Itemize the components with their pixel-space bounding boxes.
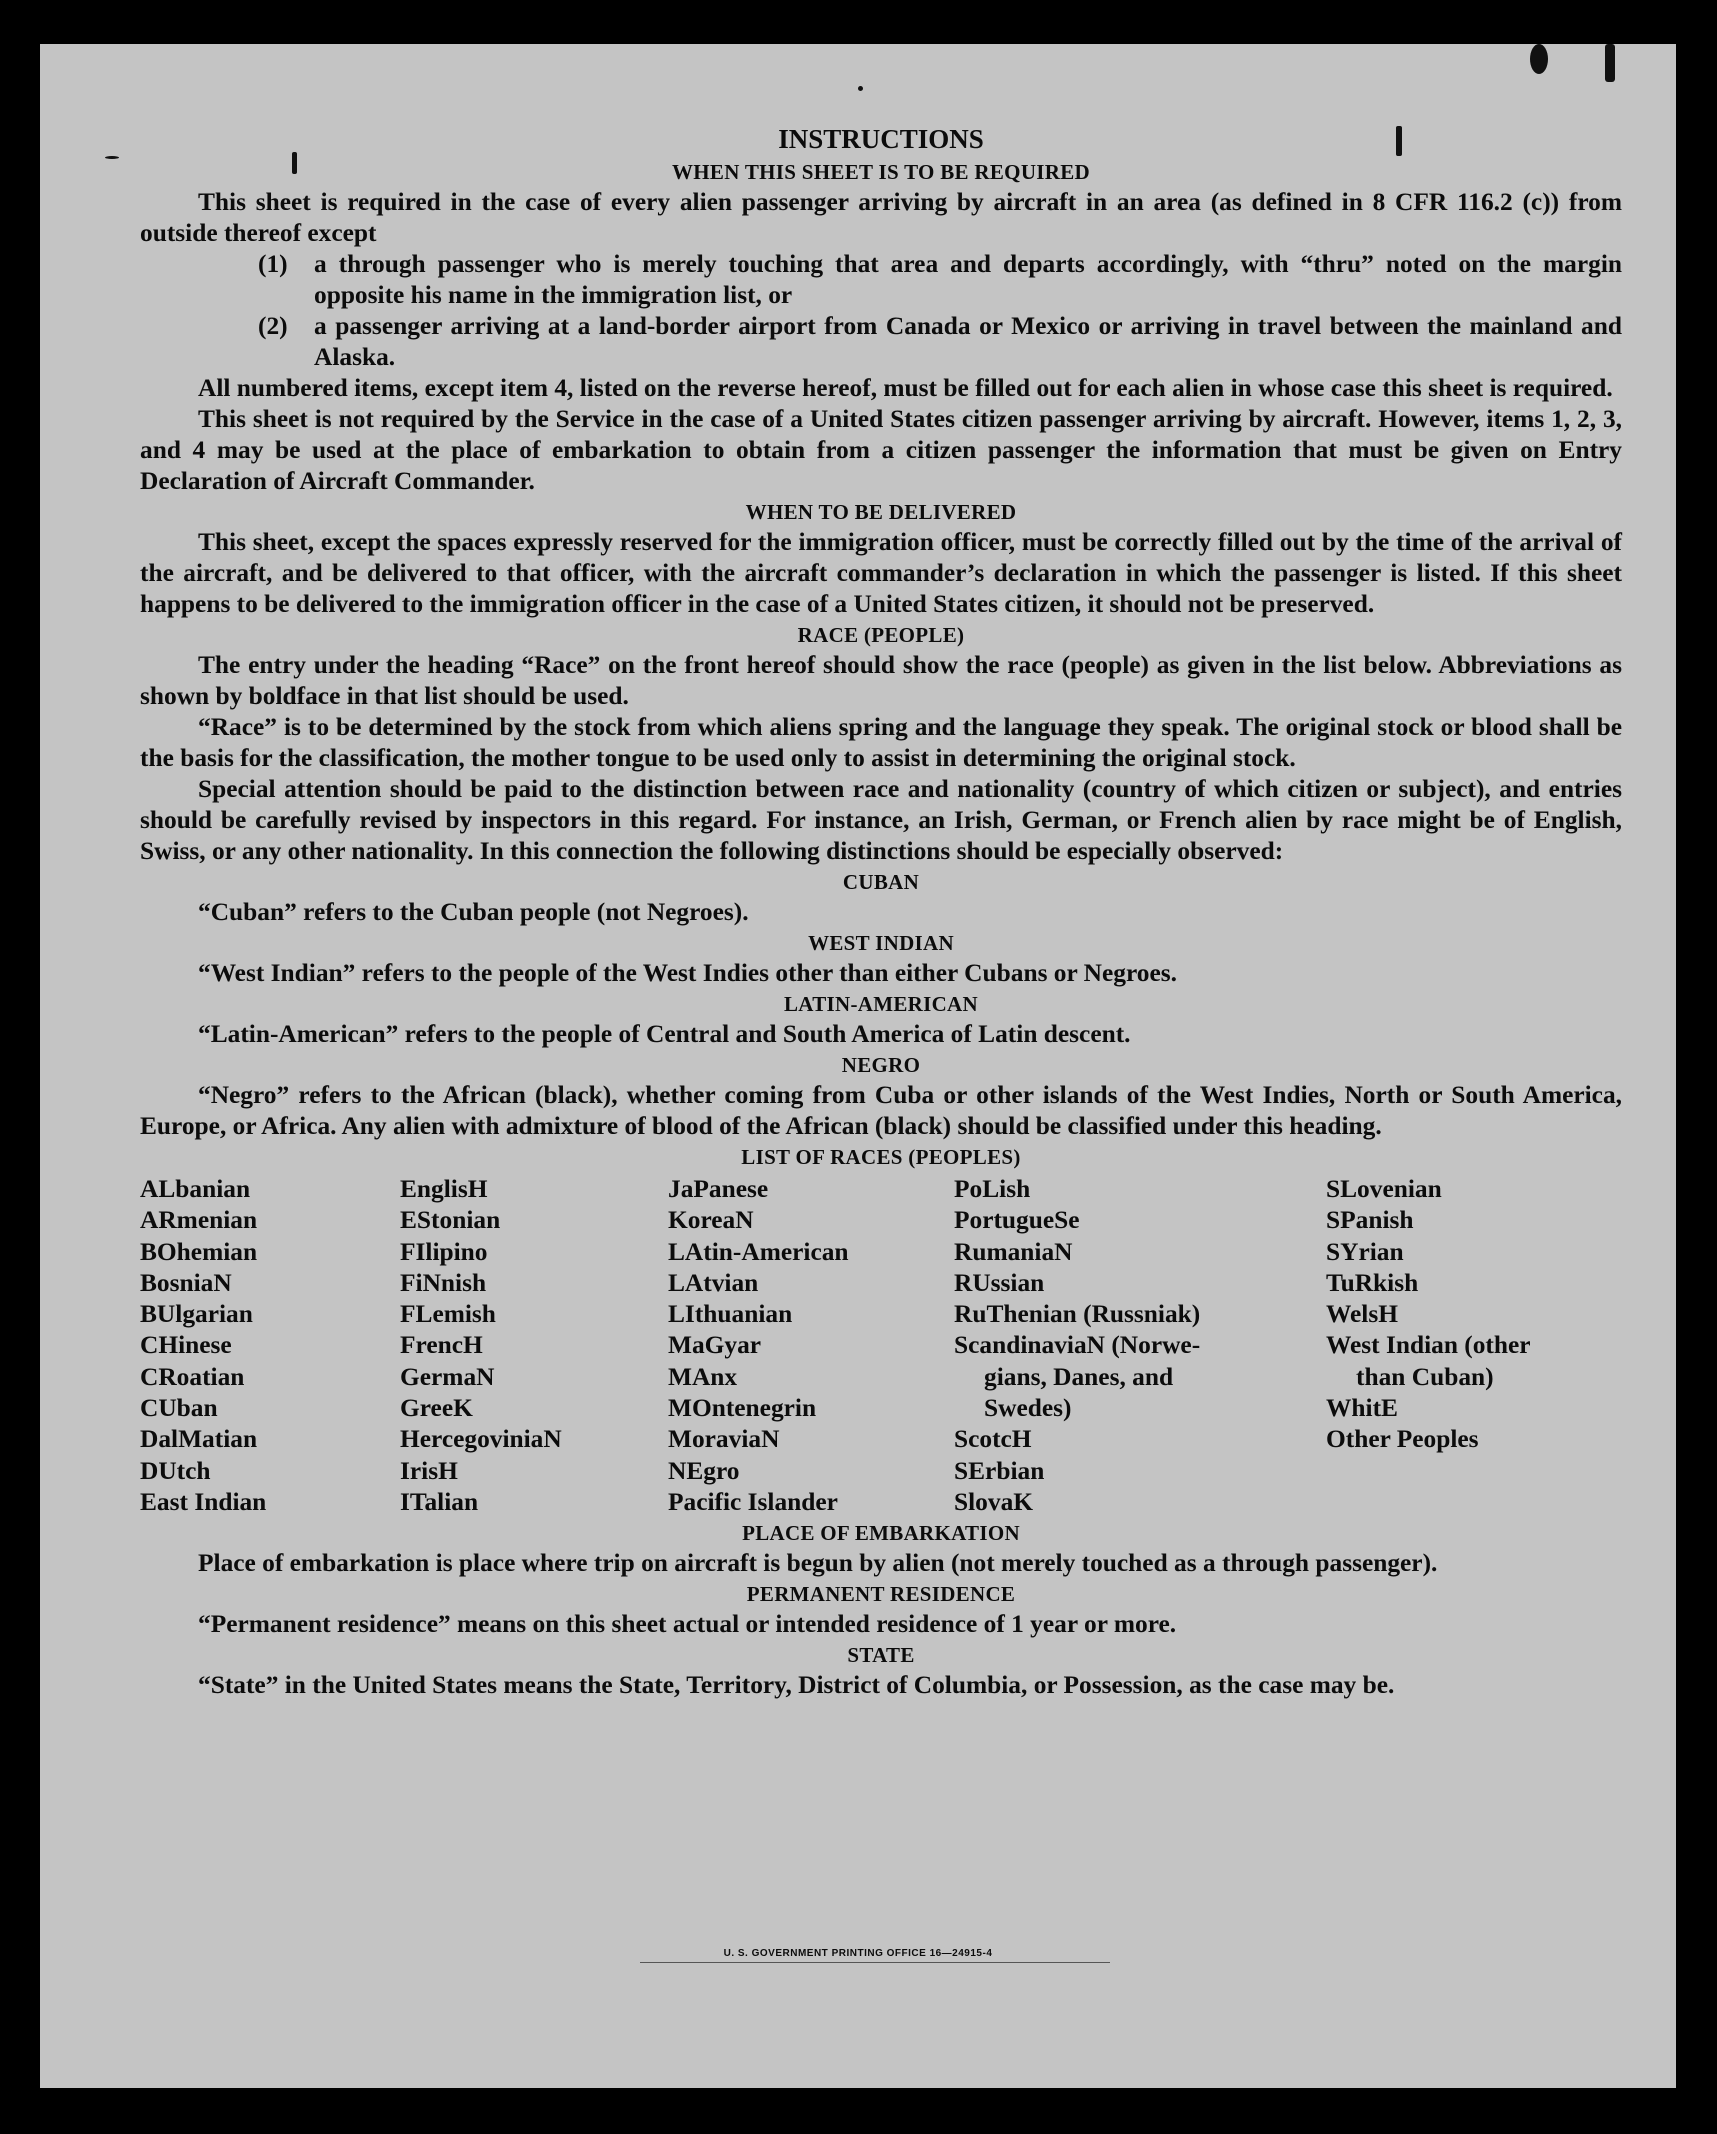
race-entry: LAtin-American	[668, 1237, 849, 1266]
race-entry: FLemish	[400, 1300, 496, 1329]
ink-speck	[105, 156, 119, 159]
races-column-5	[1326, 1174, 1622, 1518]
race-entry: MAnx	[668, 1362, 738, 1391]
definition-latin-american: “Latin-American” refers to the people of Central and South America of Latin descent.	[198, 1020, 1131, 1048]
race-entry: ARmenian	[140, 1206, 258, 1235]
race-entry: IrisH	[400, 1456, 458, 1485]
race-entry: KoreaN	[668, 1206, 754, 1235]
heading-embarkation: PLACE OF EMBARKATION	[742, 1521, 1020, 1546]
race-entry: WelsH	[1326, 1300, 1398, 1329]
heading-cuban: CUBAN	[842, 870, 920, 894]
definition-negro: “Negro” refers to the African (black), whether coming from Cuba or other islands of the West Indies, North or South America, Europe, or Africa. Any alien with admixture of blood of the African (black) should be classified under this heading.	[140, 1081, 1622, 1140]
numbered-item	[258, 311, 1622, 373]
race-entry: ALbanian	[140, 1175, 251, 1203]
item-text: a passenger arriving at a land-border airport from Canada or Mexico or arriving in travel between the mainland and Alaska.	[314, 312, 1622, 371]
race-entry: PortugueSe	[954, 1206, 1080, 1235]
race-entry: MOntenegrin	[668, 1394, 817, 1423]
item-text: a through passenger who is merely touching that area and departs accordingly, with “thru” noted on the margin opposite his name in the immigration list, or	[314, 250, 1622, 309]
footer-rule	[640, 1962, 1110, 1963]
paragraph-citizen: This sheet is not required by the Service in the case of a United States citizen passenger arriving by aircraft. However, items 1, 2, 3, and 4 may be used at the place of embarkation to obtain from a citizen passenger the information that must be given on Entry Declaration of Aircraft Commander.	[140, 405, 1622, 495]
ink-speck	[1605, 44, 1615, 82]
heading-negro: NEGRO	[841, 1053, 921, 1077]
ink-speck	[858, 86, 863, 91]
paragraph-permanent-residence: “Permanent residence” means on this sheet actual or intended residence of 1 year or more.	[198, 1610, 1177, 1639]
race-entry: WhitE	[1326, 1394, 1398, 1423]
definition-west-indian: “West Indian” refers to the people of the West Indies other than either Cubans or Negroes.	[198, 959, 1177, 987]
race-entry: West Indian (other	[1326, 1331, 1531, 1360]
paragraph-race-stock: “Race” is to be determined by the stock from which aliens spring and the language they speak. The original stock or blood shall be the basis for the classification, the mother tongue to be used only to assist in determining the original stock.	[140, 713, 1622, 772]
race-entry: RumaniaN	[954, 1237, 1073, 1266]
instruction-sheet	[40, 44, 1676, 2088]
race-entry: BUlgarian	[140, 1300, 253, 1329]
race-entry: GreeK	[400, 1394, 473, 1423]
page-title: INSTRUCTIONS	[778, 124, 984, 154]
race-entry: gians, Danes, and	[984, 1362, 1174, 1391]
race-entry: EStonian	[400, 1206, 501, 1235]
race-entry: ScandinaviaN (Norwe-	[954, 1331, 1201, 1360]
race-entry: CHinese	[140, 1331, 232, 1360]
race-entry: SPanish	[1326, 1206, 1414, 1235]
heading-race: RACE (PEOPLE)	[797, 623, 965, 647]
race-entry: DUtch	[140, 1456, 211, 1485]
race-entry: EnglisH	[400, 1175, 488, 1203]
race-entry: CUban	[140, 1394, 218, 1423]
paragraph-embarkation: Place of embarkation is place where trip on aircraft is begun by alien (not merely touched as a through passenger).	[198, 1549, 1438, 1578]
heading-state: STATE	[847, 1643, 915, 1668]
instructions-content	[140, 122, 1622, 1701]
race-entry: CRoatian	[140, 1362, 245, 1391]
item-number: (1)	[258, 250, 288, 278]
race-entry: MoraviaN	[668, 1425, 780, 1454]
race-entry: Pacific Islander	[668, 1487, 838, 1516]
heading-permanent-residence: PERMANENT RESIDENCE	[746, 1582, 1016, 1607]
race-entry: Swedes)	[984, 1394, 1072, 1423]
item-number: (2)	[258, 312, 288, 340]
race-entry: PoLish	[954, 1175, 1031, 1203]
heading-latin-american: LATIN-AMERICAN	[784, 992, 978, 1016]
race-entry: ScotcH	[954, 1425, 1032, 1454]
race-entry: Other Peoples	[1326, 1425, 1479, 1454]
races-column-3	[668, 1174, 954, 1518]
printing-office-imprint: U. S. GOVERNMENT PRINTING OFFICE 16—24915-4	[723, 1948, 993, 1959]
race-entry: TuRkish	[1326, 1268, 1419, 1297]
paragraph-required-intro: This sheet is required in the case of every alien passenger arriving by aircraft in an area (as defined in 8 CFR 116.2 (c)) from outside thereof except	[140, 188, 1622, 247]
paragraph-delivery: This sheet, except the spaces expressly reserved for the immigration officer, must be correctly filled out by the time of the arrival of the aircraft, and be delivered to that officer, with the aircraft commander’s declaration in which the passenger is listed. If this sheet happens to be delivered to the immigration officer in the case of a United States citizen, it should not be preserved.	[140, 528, 1622, 618]
race-entry: HercegoviniaN	[400, 1425, 562, 1454]
race-entry: FIlipino	[400, 1237, 488, 1266]
paragraph-race-nationality: Special attention should be paid to the distinction between race and nationality (country of which citizen or subject), and entries should be carefully revised by inspectors in this regard. For instance, an Irish, German, or French alien by race might be of English, Swiss, or any other nationality. In this connection the following distinctions should be especially observed:	[140, 775, 1622, 865]
definition-cuban: “Cuban” refers to the Cuban people (not Negroes).	[198, 898, 749, 926]
heading-list-of-races: LIST OF RACES (PEOPLES)	[741, 1145, 1021, 1169]
race-entry: BOhemian	[140, 1237, 258, 1266]
races-column-1	[140, 1174, 400, 1518]
race-entry: JaPanese	[668, 1175, 769, 1203]
race-entry: FrencH	[400, 1331, 483, 1360]
paragraph-race-entry: The entry under the heading “Race” on the front hereof should show the race (people) as given in the list below. Abbreviations as shown by boldface in that list should be used.	[140, 651, 1622, 710]
race-entry: FiNnish	[400, 1268, 487, 1297]
race-entry: SLovenian	[1326, 1175, 1442, 1203]
race-entry: than Cuban)	[1356, 1362, 1494, 1391]
heading-west-indian: WEST INDIAN	[808, 931, 954, 955]
race-entry: GermaN	[400, 1362, 495, 1391]
ink-speck	[1530, 44, 1548, 74]
race-entry: ITalian	[400, 1487, 479, 1516]
race-entry: SlovaK	[954, 1487, 1034, 1516]
race-entry: LIthuanian	[668, 1300, 793, 1329]
paragraph-numbered-items: All numbered items, except item 4, listed on the reverse hereof, must be filled out for each alien in whose case this sheet is required.	[198, 374, 1613, 402]
race-entry: DalMatian	[140, 1425, 258, 1454]
race-entry: NEgro	[668, 1456, 740, 1485]
numbered-item	[258, 249, 1622, 311]
heading-when-delivered: WHEN TO BE DELIVERED	[745, 500, 1017, 524]
race-entry: RUssian	[954, 1268, 1045, 1297]
race-entry: RuThenian (Russniak)	[954, 1300, 1201, 1329]
races-column-2	[400, 1174, 668, 1518]
race-entry: LAtvian	[668, 1268, 759, 1297]
race-entry: SErbian	[954, 1456, 1045, 1485]
race-entry: East Indian	[140, 1487, 267, 1516]
race-entry: MaGyar	[668, 1331, 762, 1360]
races-column-4	[954, 1174, 1326, 1518]
races-list	[140, 1174, 1622, 1518]
race-entry: SYrian	[1326, 1237, 1404, 1266]
paragraph-state: “State” in the United States means the State, Territory, District of Columbia, or Possession, as the case may be.	[198, 1671, 1395, 1700]
race-entry: BosniaN	[140, 1268, 232, 1297]
heading-when-required: WHEN THIS SHEET IS TO BE REQUIRED	[671, 160, 1090, 184]
